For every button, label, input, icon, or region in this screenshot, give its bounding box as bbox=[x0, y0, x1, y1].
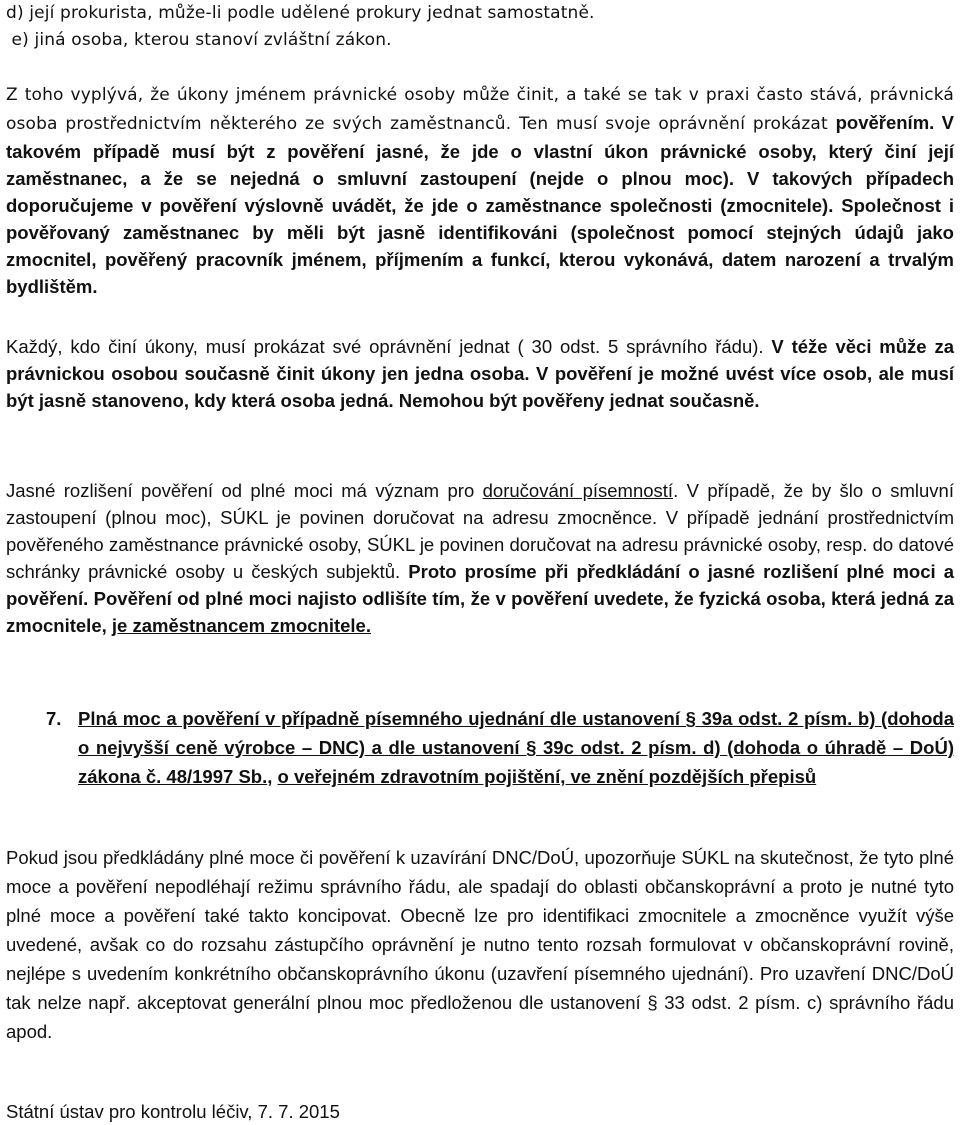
list-item-7 bbox=[6, 704, 954, 791]
bold-text: V téže věci může za právnickou osobou současně činit úkony jen jedna osoba. V pověření je možné uvést více osob, ale musí být jasně stanoveno, kdy která osoba jedná. Nemohou být pověřeny jednat současně. bbox=[6, 336, 954, 411]
heading-underlined: Plná moc a pověření v případně písemného ujednání dle ustanovení § 39a odst. 2 písm. b) (dohoda o nejvyšší ceně výrobce – DNC) a dle ustanovení § 39c odst. 2 písm. d) (dohoda o úhradě – DoÚ) zákona č. 48/1997 Sb. bbox=[78, 708, 954, 787]
paragraph-text: Jasné rozlišení pověření od plné moci má význam pro bbox=[6, 480, 483, 501]
paragraph-prokurista bbox=[6, 80, 954, 300]
paragraph-rozliseni bbox=[6, 477, 954, 639]
paragraph-dnc-dou: Pokud jsou předkládány plné moce či pověření k uzavírání DNC/DoÚ, upozorňuje SÚKL na skutečnost, že tyto plné moce a pověření nepodléhají režimu správního řádu, ale spadají do oblasti občanskoprávní a proto je nutné tyto plné moce a pověření také takto koncipovat. Obecně lze pro identifikaci zmocnitele a zmocněnce využít výše uvedené, avšak co do rozsahu zástupčího oprávnění je nutno tento rozsah formulovat v občanskoprávní rovině, nejlépe s uvedením konkrétního občanskoprávního úkonu (uzavření písemného ujednání). Pro uzavření DNC/DoÚ tak nelze např. akceptovat generální plnou moc předloženou dle ustanovení § 33 odst. 2 písm. c) správního řádu apod. bbox=[6, 847, 954, 1042]
paragraph-text: . V případě, že by šlo o smluvní zastoupení (plnou moc), SÚKL je povinen doručovat na adresu zmocněnce. V případě jednání prostřednictvím pověřeného zaměstnance právnické osoby, SÚKL je povinen doručovat na adresu právnické osoby, resp. do datové schránky právnické osoby u českých subjektů. bbox=[6, 480, 954, 582]
list-item-e: e) jiná osoba, kterou stanoví zvláštní zákon. bbox=[6, 30, 392, 50]
paragraph-text: Z toho vyplývá, že úkony jménem právnické osoby může činit, a také se tak v praxi často stává, právnická osoba prostřednictvím některého ze svých zaměstnanců. Ten musí svoje oprávnění prokázat bbox=[6, 85, 954, 134]
list-item-heading bbox=[78, 704, 954, 791]
bold-text: V takovém případě musí být z pověření jasné, že jde o vlastní úkon právnické osoby, který činí její zaměstnanec, a že se nejedná o smluvní zastoupení (nejde o plnou moc). V takových případech doporučujeme v pověření výslovně uvádět, že jde o zaměstnance společnosti (zmocnitele). Společnost i pověřovaný zaměstnanec by měli být jasně identifikováni (společnost pomocí stejných údajů jako zmocnitel, pověřený pracovník jménem, příjmením a funkcí, kterou vykonává, datem narození a trvalým bydlištěm. bbox=[6, 112, 954, 297]
footer-text: Státní ústav pro kontrolu léčiv, 7. 7. 2015 bbox=[6, 1101, 340, 1122]
list-item-d: d) její prokurista, může-li podle udělené prokury jednat samostatně. bbox=[6, 3, 595, 23]
bold-text: pověřením. bbox=[835, 112, 935, 133]
bold-underlined-text: je zaměstnancem zmocnitele. bbox=[111, 615, 371, 636]
paragraph-opravneni bbox=[6, 333, 954, 414]
bold-text: Proto prosíme při předkládání o jasné rozlišení plné moci a pověření. Pověření od plné moci najisto odlišíte tím, že v pověření uvedete, že fyzická osoba, která jedná za zmocnitele, bbox=[6, 561, 954, 636]
heading-underlined: o veřejném zdravotním pojištění, ve znění pozdějších přepisů bbox=[277, 766, 817, 787]
list-number: 7. bbox=[46, 708, 62, 729]
underlined-text: doručování písemností bbox=[482, 480, 674, 501]
paragraph-text: Každý, kdo činí úkony, musí prokázat své oprávnění jednat ( 30 odst. 5 správního řádu). bbox=[6, 336, 764, 357]
heading-separator: , bbox=[267, 766, 278, 787]
